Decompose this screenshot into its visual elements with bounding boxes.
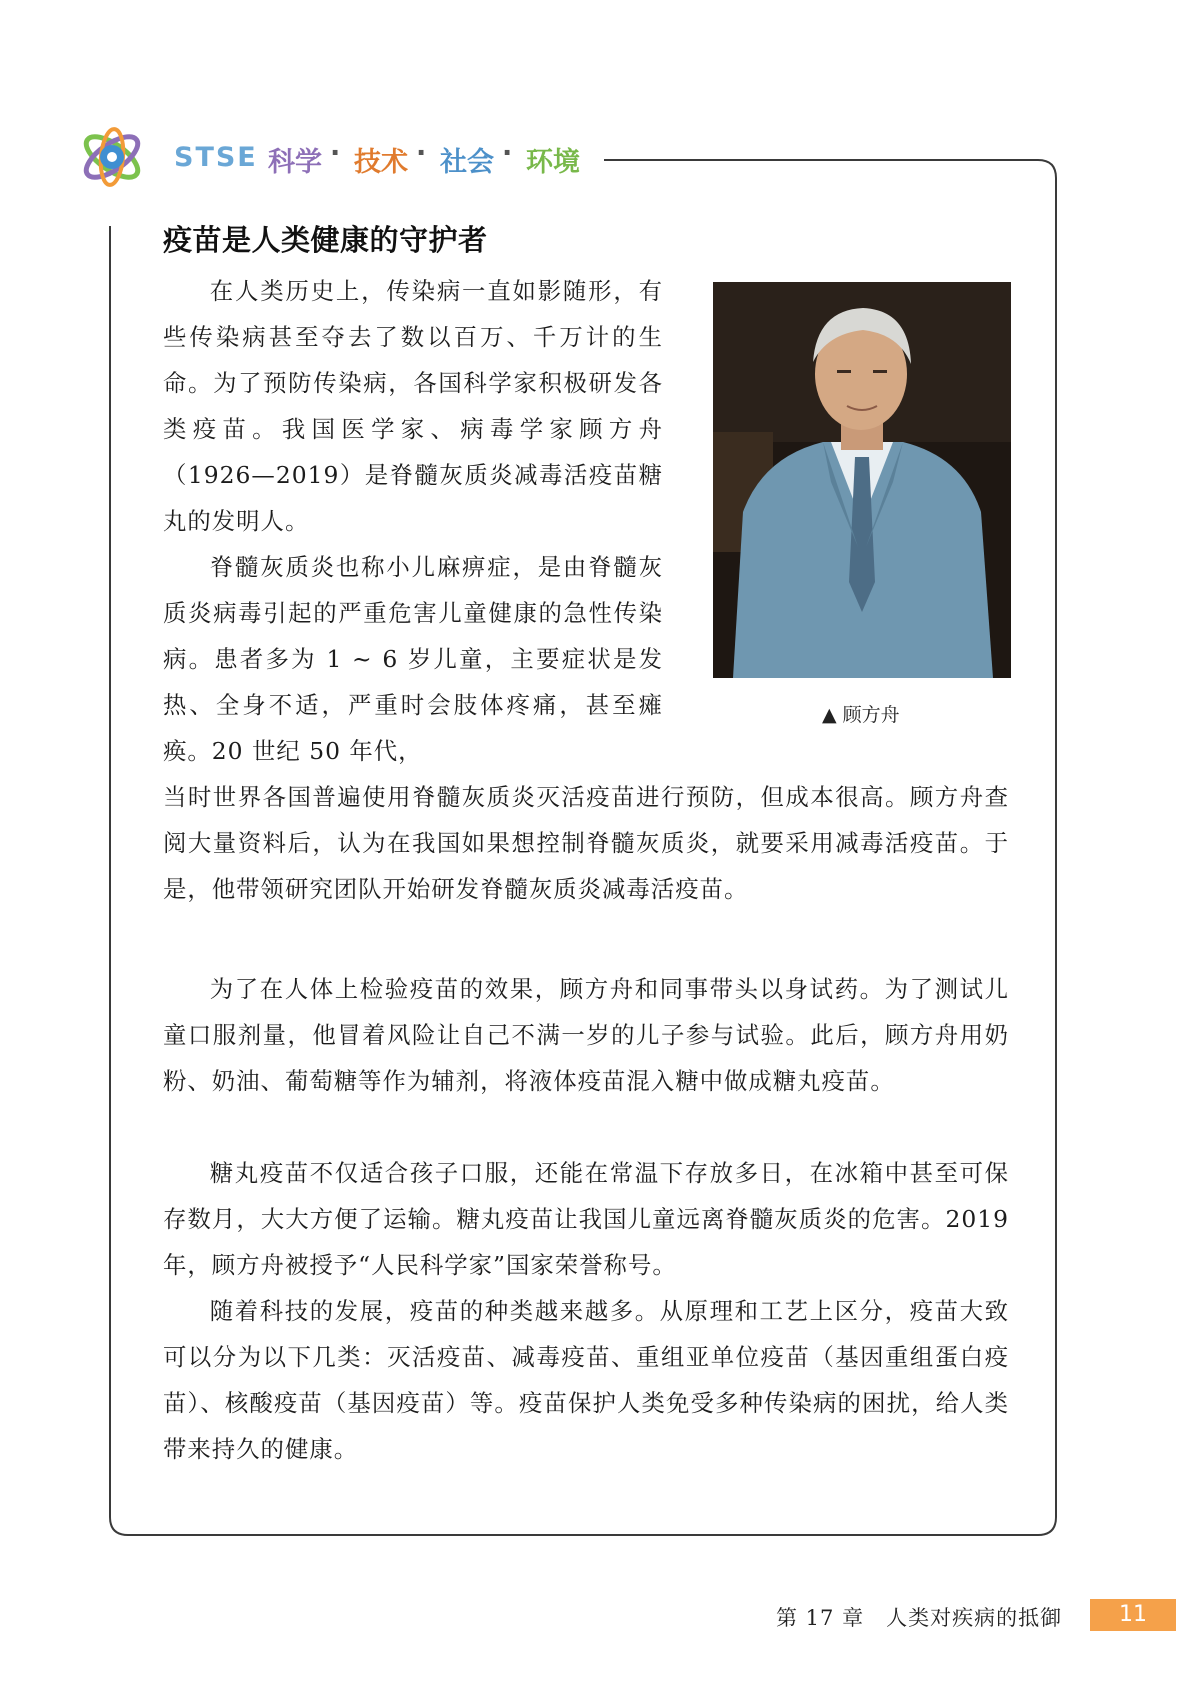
paragraph-5: 糖丸疫苗不仅适合孩子口服，还能在常温下存放多日，在冰箱中甚至可保存数月，大大方便了运输。糖丸疫苗让我国儿童远离脊髓灰质炎的危害。2019 年，顾方舟被授予“人民科学家”国家荣誉称号。 — [163, 1159, 1009, 1279]
stse-header — [78, 118, 1078, 198]
portrait-photo — [713, 282, 1011, 678]
paragraph-3: 当时世界各国普遍使用脊髓灰质炎灭活疫苗进行预防，但成本很高。顾方舟查阅大量资料后，认为在我国如果想控制脊髓灰质炎，就要采用减毒活疫苗。于是，他带领研究团队开始研发脊髓灰质炎减毒活疫苗。 — [163, 783, 1009, 903]
paragraph-6: 随着科技的发展，疫苗的种类越来越多。从原理和工艺上区分，疫苗大致可以分为以下几类：灭活疫苗、减毒疫苗、重组亚单位疫苗（基因重组蛋白疫苗）、核酸疫苗（基因疫苗）等。疫苗保护人类免受多种传染病的困扰，给人类带来持久的健康。 — [163, 1297, 1009, 1463]
chapter-footer: 第 17 章 人类对疾病的抵御 — [776, 1606, 1063, 1630]
stse-label: STSE — [174, 142, 258, 173]
atom-logo-icon — [78, 122, 146, 192]
separator-dot: · — [502, 138, 513, 169]
separator-dot: · — [330, 138, 341, 169]
paragraph-2: 脊髓灰质炎也称小儿麻痹症，是由脊髓灰质炎病毒引起的严重危害儿童健康的急性传染病。患者多为 1 ~ 6 岁儿童，主要症状是发热、全身不适，严重时会肢体疼痛，甚至瘫痪。20 世纪 50 年代， — [163, 553, 663, 765]
article-title: 疫苗是人类健康的守护者 — [163, 223, 488, 257]
tag-science: 科学 — [268, 147, 322, 178]
tag-environment: 环境 — [526, 147, 580, 178]
tag-technology: 技术 — [354, 147, 408, 178]
paragraph-1: 在人类历史上，传染病一直如影随形，有些传染病甚至夺去了数以百万、千万计的生命。为了预防传染病，各国科学家积极研发各类疫苗。我国医学家、病毒学家顾方舟（1926—2019）是脊髓灰质炎减毒活疫苗糖丸的发明人。 — [163, 277, 663, 535]
page-number: 11 — [1090, 1599, 1176, 1631]
tag-society: 社会 — [440, 147, 494, 178]
paragraph-4: 为了在人体上检验疫苗的效果，顾方舟和同事带头以身试药。为了测试儿童口服剂量，他冒着风险让自己不满一岁的儿子参与试验。此后，顾方舟用奶粉、奶油、葡萄糖等作为辅剂，将液体疫苗混入糖中做成糖丸疫苗。 — [163, 975, 1009, 1095]
separator-dot: · — [416, 138, 427, 169]
photo-caption: ▲ 顾方舟 — [822, 704, 900, 726]
